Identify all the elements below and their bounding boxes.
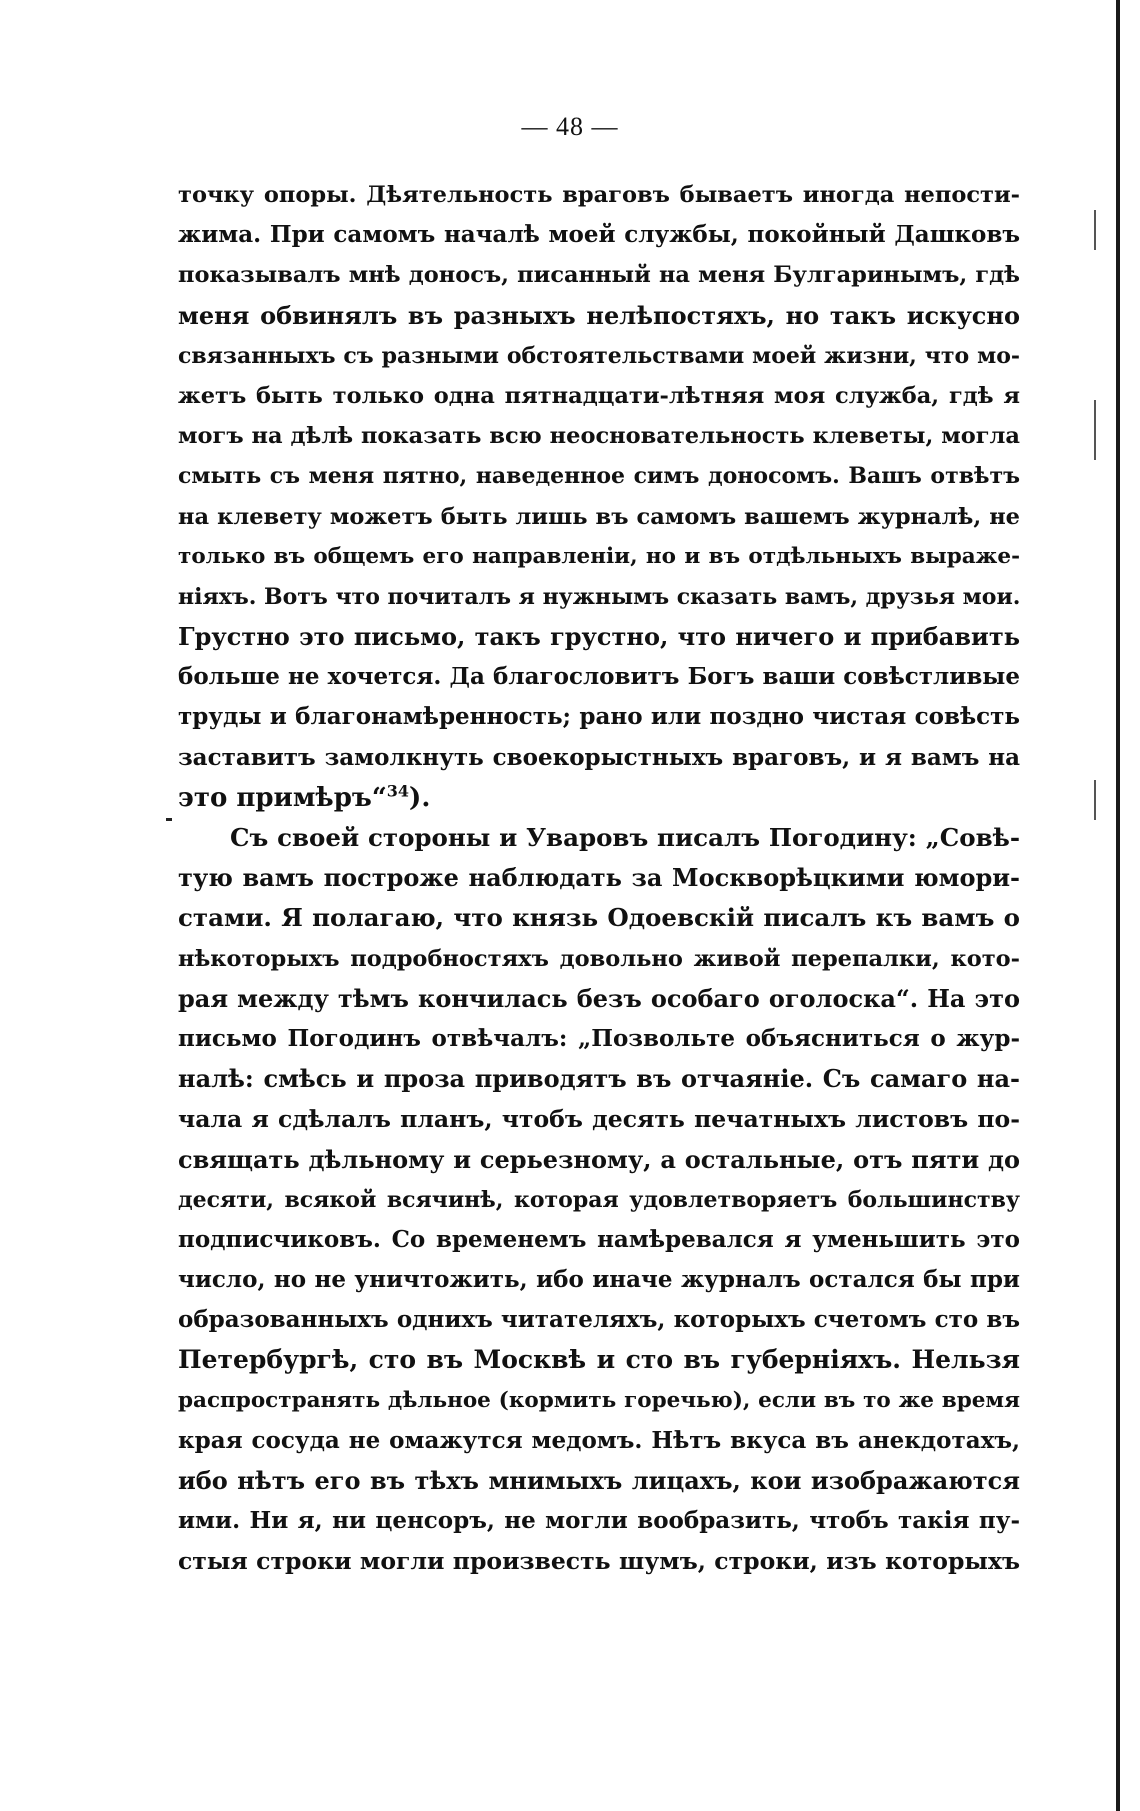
scan-margin-mark [1094,400,1096,460]
text-line: больше не хочется. Да благословитъ Богъ ваши совѣстливые [178,663,1020,691]
text-line: на клевету можетъ быть лишь въ самомъ вашемъ журналѣ, не [178,503,1020,530]
text-line: образованныхъ однихъ читателяхъ, которыхъ счетомъ сто въ [178,1306,1020,1334]
text-line: чала я сдѣлалъ планъ, чтобъ десять печатныхъ листовъ по- [178,1105,1020,1134]
text-line: меня обвинялъ въ разныхъ нелѣпостяхъ, но такъ искусно [178,300,1020,330]
text-line: Грустно это письмо, такъ грустно, что ничего и прибавить [178,622,1020,652]
text-line: нѣкоторыхъ подробностяхъ довольно живой перепалки, кото- [178,945,1020,972]
text-line: точку опоры. Дѣятельность враговъ бываетъ иногда непости- [178,182,1020,208]
text-line: связанныхъ съ разными обстоятельствами моей жизни, что мо- [178,342,1020,369]
text-line: смыть съ меня пятно, наведенное симъ доносомъ. Вашъ отвѣтъ [178,463,1020,490]
scan-margin-mark [1094,780,1096,820]
text-line: стыя строки могли произвесть шумъ, строки, изъ которыхъ [178,1547,1020,1576]
text-line: могъ на дѣлѣ показать всю неосновательность клеветы, могла [178,423,1020,450]
text-line: показывалъ мнѣ доносъ, писанный на меня Булгаринымъ, гдѣ [178,262,1020,289]
text-line: края сосуда не омажутся медомъ. Нѣтъ вкуса въ анекдотахъ, [178,1426,1020,1454]
text-line: ими. Ни я, ни ценсоръ, не могли вообразить, чтобъ такія пу- [178,1507,1020,1535]
page-number: — 48 — [521,112,619,141]
text-line: распространять дѣльное (кормить горечью), если въ то же время [178,1387,1020,1413]
text-line: стами. Я полагаю, что князь Одоевскій писалъ къ вамъ о [178,903,1020,933]
text-line: жима. При самомъ началѣ моей службы, покойный Дашковъ [178,221,1020,249]
text-line: тую вамъ построже наблюдать за Москворѣцкими юмори- [178,863,1020,893]
text-line: жетъ быть только одна пятнадцати-лѣтняя моя служба, гдѣ я [178,382,1020,409]
scan-border-line [1116,0,1120,1811]
text-line: ибо нѣтъ его въ тѣхъ мнимыхъ лицахъ, кои изображаются [178,1466,1020,1495]
body-text [178,175,1020,1582]
text-line: ніяхъ. Вотъ что почиталъ я нужнымъ сказать вамъ, друзья мои. [178,583,1020,610]
scan-margin-mark [1094,210,1096,250]
text-line: только въ общемъ его направленіи, но и въ отдѣльныхъ выраже- [178,543,1020,569]
text-line: подписчиковъ. Со временемъ намѣревался я уменьшить это [178,1225,1020,1253]
text-line: Петербургѣ, сто въ Москвѣ и сто въ губерніяхъ. Нельзя [178,1345,1020,1375]
text-line: рая между тѣмъ кончилась безъ особаго оголоска“. На это [178,983,1020,1013]
text-line-final-text: это примѣръ“ [178,782,387,813]
text-line: число, но не уничтожить, ибо иначе журналъ остался бы при [178,1266,1020,1294]
paragraph-first-line: Съ своей стороны и Уваровъ писалъ Погодину: „Совѣ- [230,823,1020,852]
footnote-close: ). [409,782,431,813]
text-line: труды и благонамѣренность; рано или поздно чистая совѣсть [178,703,1020,731]
text-line: налѣ: смѣсь и проза приводятъ въ отчаяніе. Съ самаго на- [178,1064,1020,1094]
text-line: свящать дѣльному и серьезному, а остальные, отъ пяти до [178,1144,1020,1174]
footnote-reference: 34 [386,781,410,801]
text-line-final [178,778,1020,818]
margin-dot [166,818,172,821]
text-line: десяти, всякой всячинѣ, которая удовлетворяетъ большинству [178,1186,1020,1213]
text-line: заставитъ замолкнуть своекорыстныхъ враговъ, и я вамъ на [178,743,1020,771]
text-line: письмо Погодинъ отвѣчалъ: „Позвольте объясниться о жур- [178,1024,1020,1052]
